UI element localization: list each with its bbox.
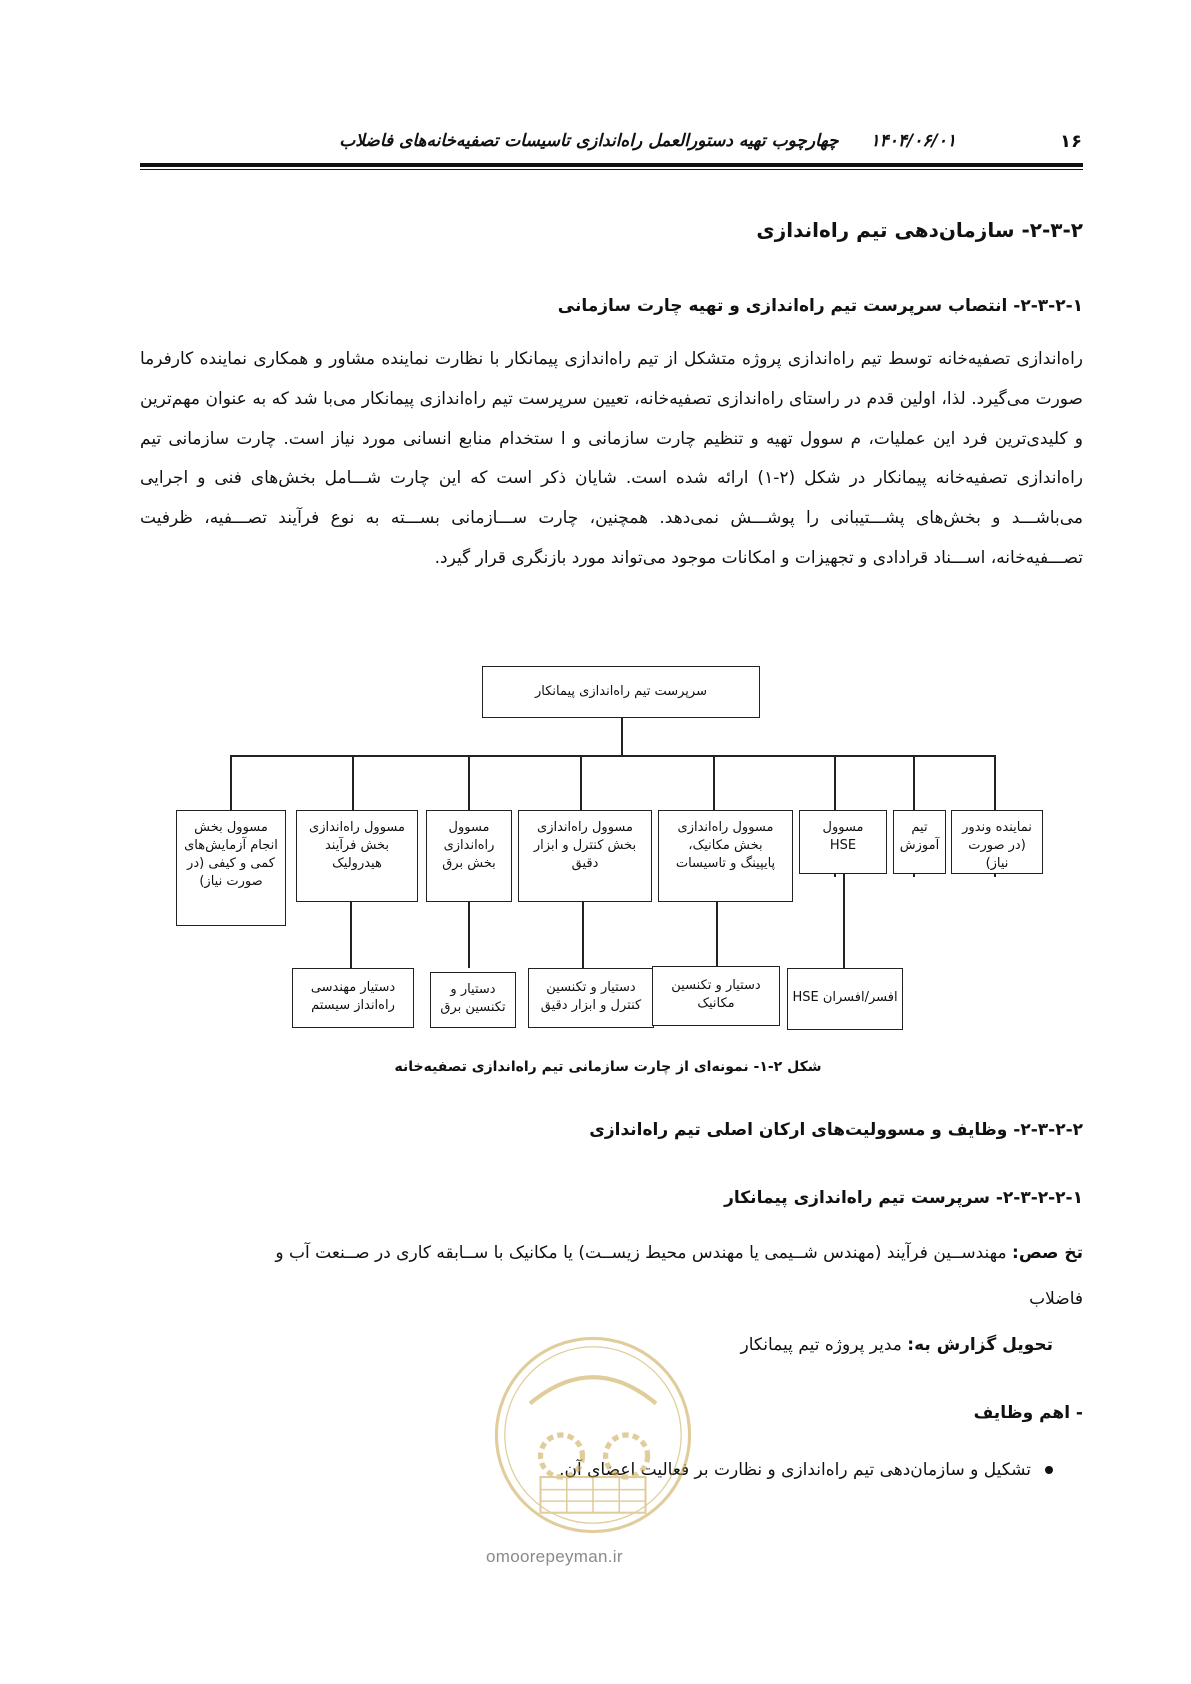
connector-l2 [843,874,845,968]
chart-box-hse-officers: افسر/افسران HSE [787,968,903,1030]
specialty-label: تخ صص: [1012,1243,1083,1263]
bullet-icon [1045,1466,1053,1474]
specialty-line-continued: فاضلاب [1029,1289,1083,1309]
section-heading: ۲-۳-۲- سازمان‌دهی تیم راه‌اندازی [756,218,1083,242]
specialty-text: مهندســین فرآیند (مهندس شــیمی یا مهندس محیط زیســت) یا مکانیک با ســابقه کاری در صــنعت آب و [275,1243,1013,1263]
chart-box-process: مسوول راه‌اندازی بخش فرآیند هیدرولیک [296,810,418,902]
chart-box-lab: مسوول بخش انجام آزمایش‌های کمی و کیفی (در صورت نیاز) [176,810,286,926]
connector-l2 [582,902,584,968]
chart-box-top: سرپرست تیم راه‌اندازی پیمانکار [482,666,760,718]
connector-horizontal [230,755,995,757]
connector-l2 [468,902,470,968]
chart-box-instrumentation: مسوول راه‌اندازی بخش کنترل و ابزار دقیق [518,810,652,902]
chart-box-electrical: مسوول راه‌اندازی بخش برق [426,810,512,902]
chart-box-instrument-tech: دستیار و تکنسین کنترل و ابزار دقیق [528,968,654,1028]
chart-box-hse: مسوول HSE [799,810,887,874]
header-rule-thick [140,163,1083,167]
figure-caption: شکل ۲-۱- نمونه‌ای از چارت سازمانی تیم راه‌اندازی تصفیه‌خانه [394,1059,822,1075]
running-header [140,131,970,157]
header-date: ۱۴۰۴/۰۶/۰۱ [870,131,956,151]
report-text: مدیر پروژه تیم پیمانکار [740,1335,908,1355]
body-paragraph: راه‌اندازی تصفیه‌خانه توسط تیم راه‌اندازی پروژه متشکل از تیم راه‌اندازی پیمانکار با نظارت نماینده مشاور و همکاری نماینده کارفرما صورت می‌گیرد. لذا، اولین قدم در راستای راه‌اندازی تصفیه‌خانه، تعیین سرپرست تیم راه‌اندازی پیمانکار می‌با شد که به عنوان مهم‌ترین و کلیدی‌ترین فرد این عملیات، م سوول تهیه و تنظیم چارت سازمانی و ا ستخدام منابع انسانی مورد نیاز است. چارت سازمانی تیم راه‌اندازی تصفیه‌خانه پیمانکار در شکل (۲-۱) ارائه شده است. شایان ذکر است که این چارت شـــامل بخش‌های فنی و اجرایی می‌باشـــد و بخش‌های پشـــتیبانی را پوشـــش نمی‌دهد. همچنین، چارت ســـازمانی بســـته به نوع فرآیند تصـــفیه، ظرفیت تصـــفیه‌خانه، اســـناد قرادادی و تجهیزات و امکانات موجود می‌تواند مورد بازنگری قرار گیرد. [140,349,1084,568]
connector-l2 [716,902,718,968]
chart-box-system-assistant: دستیار مهندسی راه‌انداز سیستم [292,968,414,1028]
page-number: ۱۶ [1060,131,1082,152]
chart-box-training: تیم آموزش [893,810,946,874]
org-chart [178,662,1032,1040]
chart-box-electrical-tech: دستیار و تکنسین برق [430,972,516,1028]
specialty-line [140,1243,1083,1263]
main-duties-label: - اهم وظایف [973,1403,1083,1423]
report-label: تحویل گزارش به: [907,1335,1053,1355]
duties-heading: ۲-۳-۲-۲- وظایف و مسوولیت‌های ارکان اصلی تیم راه‌اندازی [589,1120,1083,1140]
bullet-text: تشکیل و سازمان‌دهی تیم راه‌اندازی و نظارت بر فعالیت اعضای آن. [559,1460,1031,1480]
watermark-logo [488,1330,698,1540]
header-rule-thin [140,169,1083,170]
chart-box-vendor: نماینده وندور (در صورت نیاز) [951,810,1043,874]
connector-l2 [350,902,352,968]
watermark-text: omoorepeyman.ir [486,1547,623,1566]
duties-subheading: ۲-۳-۲-۲-۱- سرپرست تیم راه‌اندازی پیمانکار [724,1188,1083,1208]
header-title: چهارچوب تهیه دستورالعمل راه‌اندازی تاسیسات تصفیه‌خانه‌های فاضلاب [339,131,839,151]
subsection-heading: ۲-۳-۲-۱- انتصاب سرپرست تیم راه‌اندازی و تهیه چارت سازمانی [557,296,1083,316]
chart-box-mechanical: مسوول راه‌اندازی بخش مکانیک، پایپینگ و تاسیسات [658,810,793,902]
chart-box-mechanical-tech: دستیار و تکنسین مکانیک [652,966,780,1026]
connector-top-vertical [621,718,623,756]
